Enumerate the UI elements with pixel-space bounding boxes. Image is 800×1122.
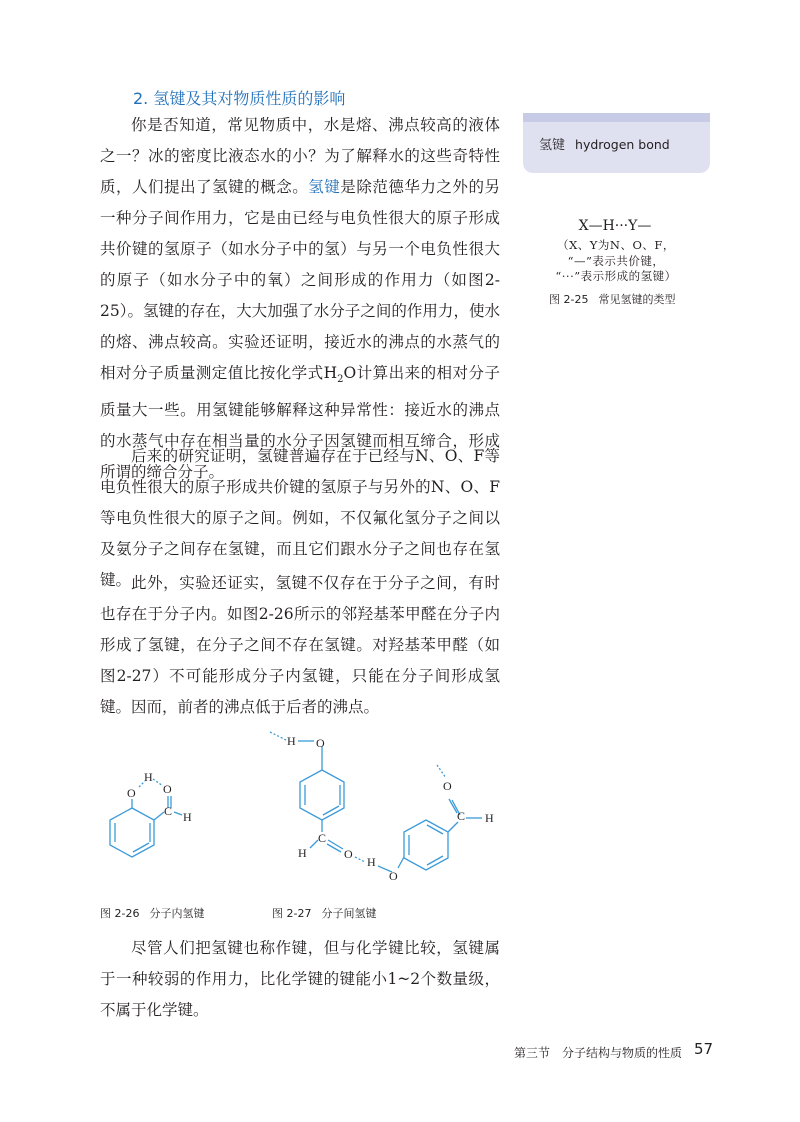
figure-2-27-title: 分子间氢键 <box>321 907 377 920</box>
section-title: 2. 氢键及其对物质性质的影响 <box>133 89 346 108</box>
keyword-hydrogen-bond: 氢键 <box>308 178 341 196</box>
atom-h-2-26: H <box>144 770 153 784</box>
atom-c2-2-27: C <box>457 809 466 823</box>
p2-text: 后来的研究证明，氢键普遍存在于已经与N、O、F等电负性很大的原子形成共价键的氢原子与另外的N、O、F等电负性很大的原子之间。例如，不仅氟化氢分子之间以及氨分子之间存在氢键，而且它们跟水分子之间也存在氢键。 <box>100 447 500 589</box>
p1-text-after: O计算出来的相对分子质量大一些。用氢键能够解释这种异常性：接近水的沸点的水蒸气中存在相当量的水分子因氢键而相互缔合，形成所谓的缔合分子。 <box>100 364 500 482</box>
figure-2-25-number: 图 2-25 <box>549 293 589 306</box>
atom-o2-2-26: O <box>163 782 172 796</box>
p1-subscript: 2 <box>337 374 344 386</box>
chapter-footer: 第三节 分子结构与物质的性质 <box>514 1046 683 1060</box>
atom-o-top-2-27: O <box>316 736 325 750</box>
atom-o2-2-27: O <box>443 779 452 793</box>
formula-note-line-2: “—”表示共价键， <box>567 253 665 268</box>
atom-h-mid-2-27: H <box>367 855 376 869</box>
hydrogen-bond-formula: X—H···Y— <box>578 218 652 234</box>
atom-o-2-26: O <box>127 786 136 800</box>
atom-labels-2-27 <box>287 734 494 883</box>
atom-h2-2-27: H <box>485 811 494 825</box>
figure-2-25-title: 常见氢键的类型 <box>598 293 676 306</box>
para-hydroxybenzaldehyde-structure-2 <box>378 765 482 872</box>
atom-h1-2-27: H <box>298 846 307 860</box>
glossary-term-en: hydrogen bond <box>575 137 670 152</box>
benzene-ring-2-26 <box>110 808 154 857</box>
p1-text-before: 你是否知道，常见物质中，水是熔、沸点较高的液体之一？冰的密度比液态水的小？为了解释水的这些奇特性质，人们提出了氢键的概念。 <box>100 116 500 196</box>
p3-text: 此外，实验还证实，氢键不仅存在于分子之间，有时也存在于分子内。如图2-26所示的邻羟基苯甲醛在分子内形成了氢键，在分子之间不存在氢键。对羟基苯甲醛（如图2-27）不可能形成分子内氢键，只能在分子间形成氢键。因而，前者的沸点低于后者的沸点。 <box>100 574 500 716</box>
figure-2-26-title: 分子内氢键 <box>149 907 205 920</box>
benzene-ring-2-27-b <box>404 820 448 870</box>
formula-note-line-3: “···”表示形成的氢键） <box>555 269 677 283</box>
figure-2-27-caption <box>272 905 376 921</box>
formula-note-line-1: （X、Y为N、O、F， <box>557 238 675 252</box>
p4-text: 尽管人们把氢键也称作键，但与化学键比较，氢键属于一种较弱的作用力，比化学键的键能小1~2个数量级，不属于化学键。 <box>100 939 500 1019</box>
atom-o-mid-2-27: O <box>389 869 398 883</box>
atom-c1-2-27: C <box>318 831 327 845</box>
atom-c-2-26: C <box>164 804 173 818</box>
atom-h-top-2-27: H <box>287 734 296 748</box>
atom-h2-2-26: H <box>183 810 192 824</box>
benzene-ring-2-27-a <box>300 770 344 820</box>
page-number: 57 <box>694 1040 714 1058</box>
figure-2-27-number: 图 2-27 <box>272 907 312 920</box>
figure-2-26-caption <box>100 905 204 921</box>
figure-2-26-number: 图 2-26 <box>100 907 140 920</box>
p1-text-mid: 是除范德华力之外的另一种分子间作用力，它是由已经与电负性很大的原子形成共价键的氢原子（如水分子中的氢）与另一个电负性很大的原子（如水分子中的氧）之间形成的作用力（如图2-25）。氢键的存在，大大加强了水分子之间的作用力，使水的熔、沸点较高。实验还证明，接近水的沸点的水蒸气的相对分子质量测定值比按化学式H <box>100 178 500 382</box>
atom-o1-2-27: O <box>344 847 353 861</box>
glossary-term-zh: 氢键 <box>539 138 566 153</box>
